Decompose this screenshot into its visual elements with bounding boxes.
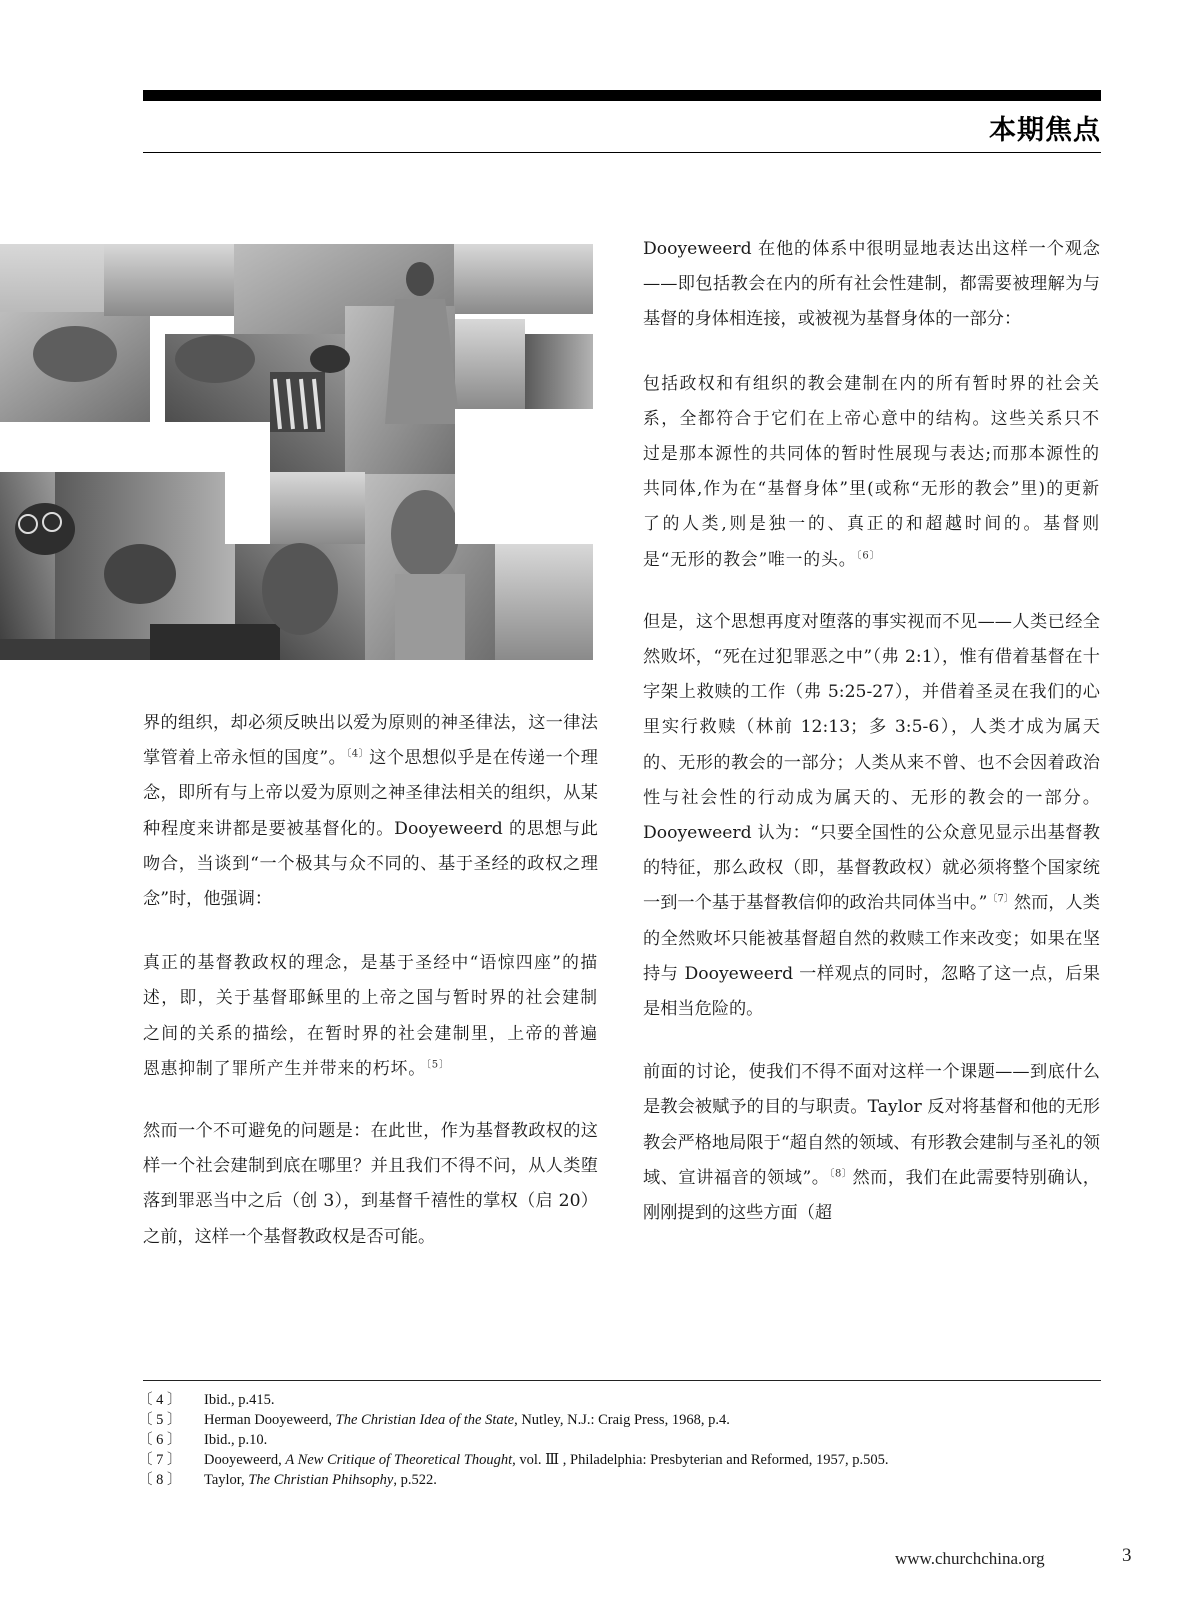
footnote-ref: 〔8〕 (829, 1168, 853, 1180)
collage-tile (525, 334, 593, 409)
footnote-item: 〔 8 〕 Taylor, The Christian Phihsophy, p.522. (138, 1472, 437, 1488)
collage-tile (454, 244, 593, 314)
paragraph: 然而一个不可避免的问题是：在此世，作为基督教政权的这样一个社会建制到底在哪里？并且我们不得不问，从人类堕落到罪恶当中之后（创 3），到基督千禧性的掌权（启 20）之前，这样一个基督教政权是否可能。 (143, 1121, 598, 1247)
collage-tile (0, 639, 150, 660)
footnote-ref: 〔7〕 (987, 893, 1014, 905)
collage-tile (270, 472, 365, 544)
footnote-ref: 〔6〕 (856, 550, 881, 562)
paragraph: 界的组织，却必须反映出以爱为原则的神圣律法，这一律法掌管着上帝永恒的国度”。$^{〔4〕}$这个思想似乎是在传递一个理念，即所有与上帝以爱为原则之神圣律法相关的组织，从某种程度来讲都是要被基督化的。Dooyeweerd 的思想与此吻合，当谈到“一个极其与众不同的、基于圣经的政权之理念”时，他强调： (143, 713, 598, 910)
paragraph: 前面的讨论，使我们不得不面对这样一个课题——到底什么是教会被赋予的目的与职责。Taylor 反对将基督和他的无形教会严格地局限于“超自然的领域、有形教会建制与圣礼的领域、宣讲福音的领域”。$^{〔8〕}$然而，我们在此需要特别确认，刚刚提到的这些方面（超 (643, 1062, 1100, 1224)
collage-tile (104, 244, 234, 316)
footnotes (138, 1390, 1098, 1490)
left-column (143, 706, 598, 1255)
section-title: 本期焦点 (989, 115, 1101, 146)
footnote-rule (143, 1380, 1101, 1381)
page-number: 3 (1122, 1545, 1132, 1566)
collage-tile (0, 472, 55, 660)
footnote-ref: 〔4〕 (346, 748, 370, 760)
paragraph: 但是，这个思想再度对堕落的事实视而不见——人类已经全然败坏，“死在过犯罪恶之中”（弗 2:1），惟有借着基督在十字架上救赎的工作（弗 5:25-27），并借着圣灵在我们的心里实行救赎（林前 12:13；多 3:5-6），人类才成为属天的、无形的教会的一部分；人类从来不曾、也不会因着政治性与社会性的行动成为属天的、无形的教会的一部分。Dooyeweerd 认为：“只要全国性的公众意见显示出基督教的特征，那么政权（即，基督教政权）就必须将整个国家统一到一个基于基督教信仰的政治共同体当中。”$^{〔7〕}$然而，人类的全然败坏只能被基督超自然的救赎工作来改变；如果在坚持与 Dooyeweerd 一样观点的同时，忽略了这一点，后果是相当危险的。 (643, 611, 1100, 1020)
header-thick-rule (143, 90, 1101, 101)
footnote-item: 〔 5 〕 Herman Dooyeweerd, The Christian Idea of the State, Nutley, N.J.: Craig Press, 1968, p.4. (138, 1412, 730, 1428)
paragraph: Dooyeweerd 在他的体系中很明显地表达出这样一个观念——即包括教会在内的所有社会性建制，都需要被理解为与基督的身体相连接，或被视为基督身体的一部分： (643, 239, 1100, 330)
block-quote: 包括政权和有组织的教会建制在内的所有暂时界的社会关系，全都符合于它们在上帝心意中的结构。这些关系只不过是那本源性的共同体的暂时性展现与表达;而那本源性的共同体,作为在“基督身体”里(或称“无形的教会”里)的更新了的人类,则是独一的、真正的和超越时间的。基督则是“无形的教会”唯一的头。$^{〔6〕}$ (643, 372, 1100, 569)
header-thin-rule (143, 152, 1101, 153)
collage-tile (150, 624, 280, 660)
site-url: www.churchchina.org (895, 1549, 1045, 1568)
footnote-item: 〔 7 〕 Dooyeweerd, A New Critique of Theoretical Thought, vol. Ⅲ , Philadelphia: Presbyterian and Reformed, 1957, p.505. (138, 1452, 889, 1468)
right-column (643, 232, 1100, 1231)
illustration-collage (0, 244, 593, 660)
footnote-item: 〔 6 〕 Ibid., p.10. (138, 1432, 268, 1448)
footnote-item: 〔 4 〕 Ibid., p.415. (138, 1392, 275, 1408)
block-quote: 真正的基督教政权的理念，是基于圣经中“语惊四座”的描述，即，关于基督耶稣里的上帝之国与暂时界的社会建制之间的关系的描绘，在暂时界的社会建制里，上帝的普遍恩惠抑制了罪所产生并带来的朽坏。$^{〔5〕}$ (143, 952, 598, 1078)
footnote-ref: 〔5〕 (425, 1059, 450, 1071)
collage-tile (455, 319, 525, 409)
collage-tile (495, 544, 593, 660)
